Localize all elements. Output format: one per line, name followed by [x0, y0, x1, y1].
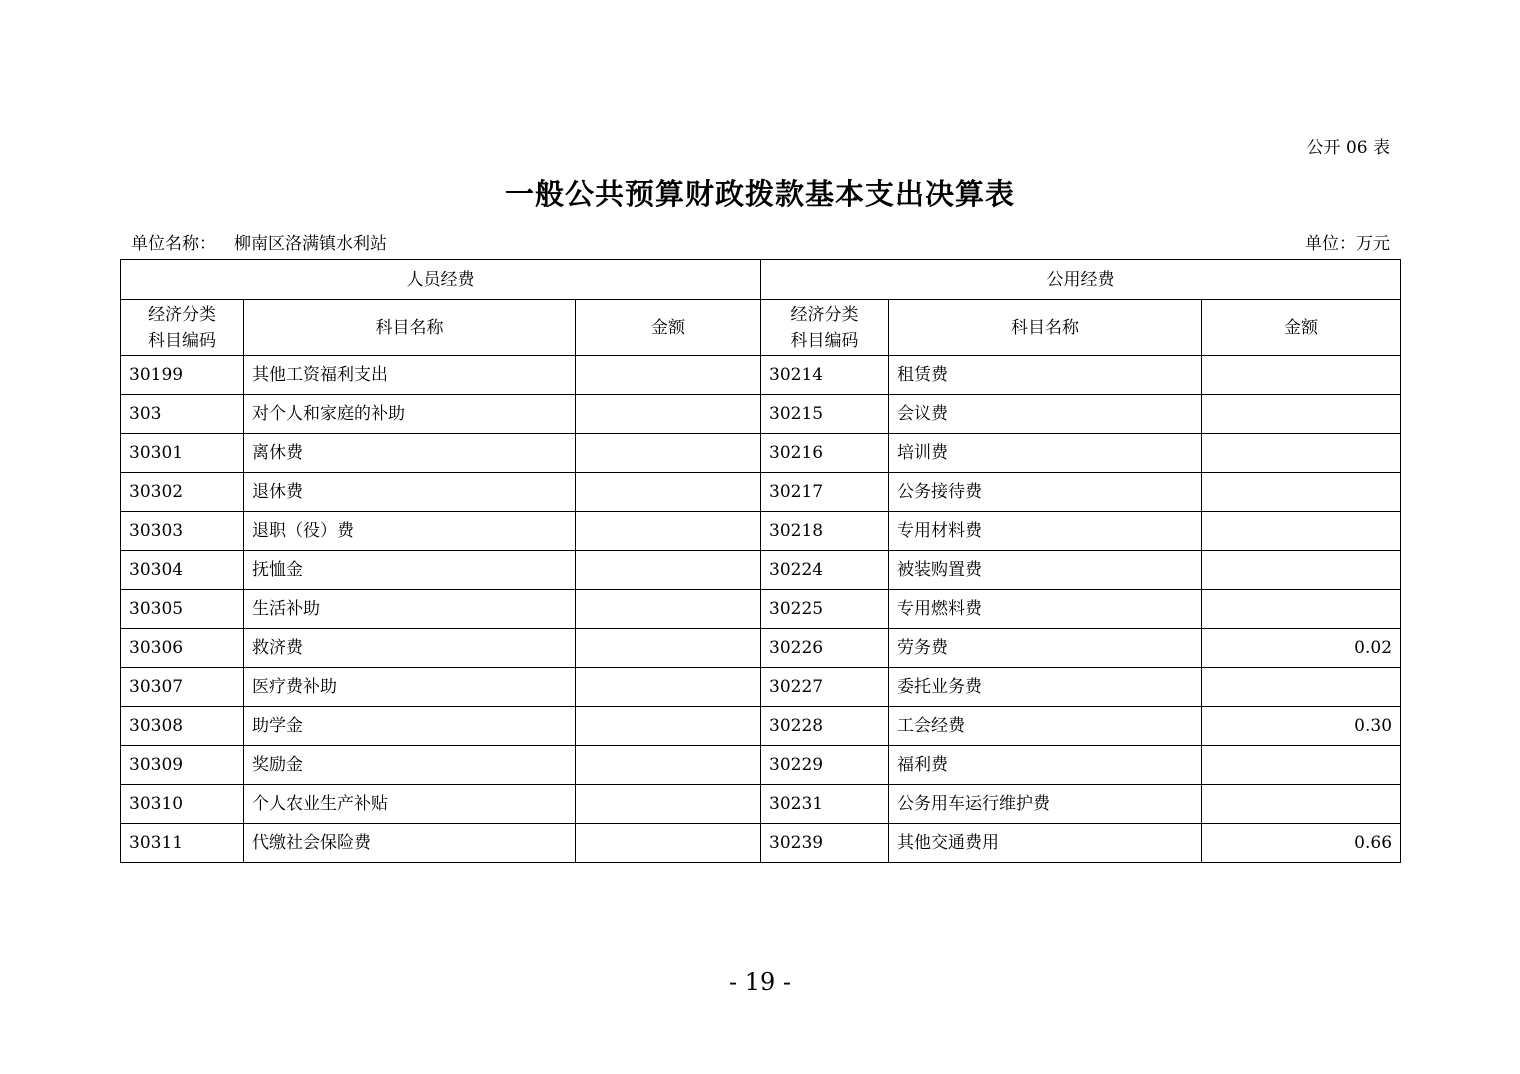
public-name: 会议费	[889, 395, 1202, 434]
public-name: 专用燃料费	[889, 590, 1202, 629]
personnel-amount	[576, 707, 761, 746]
public-amount	[1202, 356, 1401, 395]
personnel-code: 30303	[121, 512, 244, 551]
table-row	[121, 629, 1401, 668]
public-code: 30231	[761, 785, 889, 824]
public-amount	[1202, 395, 1401, 434]
public-amount	[1202, 785, 1401, 824]
header-code-personnel: 经济分类 科目编码	[121, 300, 244, 356]
personnel-code: 30305	[121, 590, 244, 629]
personnel-name: 个人农业生产补贴	[244, 785, 576, 824]
personnel-amount	[576, 356, 761, 395]
table-row	[121, 668, 1401, 707]
table-row	[121, 551, 1401, 590]
public-code: 30217	[761, 473, 889, 512]
personnel-amount	[576, 746, 761, 785]
public-name: 培训费	[889, 434, 1202, 473]
table-row	[121, 707, 1401, 746]
public-code: 30215	[761, 395, 889, 434]
personnel-name: 代缴社会保险费	[244, 824, 576, 863]
table-code: 公开 06 表	[1306, 138, 1390, 158]
header-name-public: 科目名称	[889, 300, 1202, 356]
personnel-name: 退休费	[244, 473, 576, 512]
personnel-code: 30301	[121, 434, 244, 473]
personnel-name: 奖励金	[244, 746, 576, 785]
personnel-code: 30306	[121, 629, 244, 668]
public-amount	[1202, 512, 1401, 551]
public-name: 劳务费	[889, 629, 1202, 668]
personnel-name: 对个人和家庭的补助	[244, 395, 576, 434]
expenditure-table	[120, 259, 1401, 863]
personnel-amount	[576, 395, 761, 434]
group-personnel: 人员经费	[121, 260, 761, 300]
table-column-header	[121, 300, 1401, 356]
public-amount	[1202, 551, 1401, 590]
public-amount	[1202, 746, 1401, 785]
header-code-public: 经济分类 科目编码	[761, 300, 889, 356]
page-number: - 19 -	[728, 968, 791, 996]
public-name: 租赁费	[889, 356, 1202, 395]
public-name: 委托业务费	[889, 668, 1202, 707]
public-code: 30239	[761, 824, 889, 863]
table-row	[121, 590, 1401, 629]
public-amount	[1202, 473, 1401, 512]
public-code: 30228	[761, 707, 889, 746]
public-code: 30226	[761, 629, 889, 668]
personnel-name: 医疗费补助	[244, 668, 576, 707]
public-code: 30229	[761, 746, 889, 785]
public-amount: 0.02	[1202, 629, 1401, 668]
table-row	[121, 824, 1401, 863]
personnel-code: 30308	[121, 707, 244, 746]
table-row	[121, 512, 1401, 551]
unit-label: 单位：万元	[1305, 234, 1390, 254]
personnel-amount	[576, 785, 761, 824]
table-row	[121, 434, 1401, 473]
public-name: 专用材料费	[889, 512, 1202, 551]
unit-name	[131, 229, 387, 254]
personnel-code: 30310	[121, 785, 244, 824]
personnel-amount	[576, 512, 761, 551]
personnel-code: 30199	[121, 356, 244, 395]
public-code: 30216	[761, 434, 889, 473]
personnel-code: 30304	[121, 551, 244, 590]
table-row	[121, 395, 1401, 434]
header-name-personnel: 科目名称	[244, 300, 576, 356]
header-amount-personnel: 金额	[576, 300, 761, 356]
personnel-name: 助学金	[244, 707, 576, 746]
personnel-amount	[576, 473, 761, 512]
personnel-name: 救济费	[244, 629, 576, 668]
table-row	[121, 785, 1401, 824]
personnel-amount	[576, 629, 761, 668]
page-title: 一般公共预算财政拨款基本支出决算表	[504, 177, 1015, 211]
personnel-code: 303	[121, 395, 244, 434]
public-amount: 0.30	[1202, 707, 1401, 746]
public-amount	[1202, 668, 1401, 707]
personnel-code: 30302	[121, 473, 244, 512]
public-name: 被装购置费	[889, 551, 1202, 590]
personnel-name: 其他工资福利支出	[244, 356, 576, 395]
table-row	[121, 746, 1401, 785]
public-name: 公务用车运行维护费	[889, 785, 1202, 824]
unit-name-value: 柳南区洛满镇水利站	[234, 234, 387, 254]
table-group-header	[121, 260, 1401, 300]
public-code: 30224	[761, 551, 889, 590]
public-code: 30218	[761, 512, 889, 551]
personnel-amount	[576, 824, 761, 863]
public-code: 30227	[761, 668, 889, 707]
public-name: 工会经费	[889, 707, 1202, 746]
public-code: 30225	[761, 590, 889, 629]
header-amount-public: 金额	[1202, 300, 1401, 356]
public-amount	[1202, 590, 1401, 629]
personnel-name: 退职（役）费	[244, 512, 576, 551]
personnel-amount	[576, 668, 761, 707]
personnel-amount	[576, 434, 761, 473]
table-row	[121, 356, 1401, 395]
personnel-amount	[576, 551, 761, 590]
public-name: 福利费	[889, 746, 1202, 785]
public-amount: 0.66	[1202, 824, 1401, 863]
personnel-code: 30307	[121, 668, 244, 707]
personnel-name: 生活补助	[244, 590, 576, 629]
public-amount	[1202, 434, 1401, 473]
public-name: 公务接待费	[889, 473, 1202, 512]
unit-name-label: 单位名称：	[131, 234, 216, 254]
personnel-code: 30309	[121, 746, 244, 785]
table-row	[121, 473, 1401, 512]
personnel-name: 离休费	[244, 434, 576, 473]
public-code: 30214	[761, 356, 889, 395]
personnel-code: 30311	[121, 824, 244, 863]
public-name: 其他交通费用	[889, 824, 1202, 863]
personnel-amount	[576, 590, 761, 629]
group-public: 公用经费	[761, 260, 1401, 300]
personnel-name: 抚恤金	[244, 551, 576, 590]
